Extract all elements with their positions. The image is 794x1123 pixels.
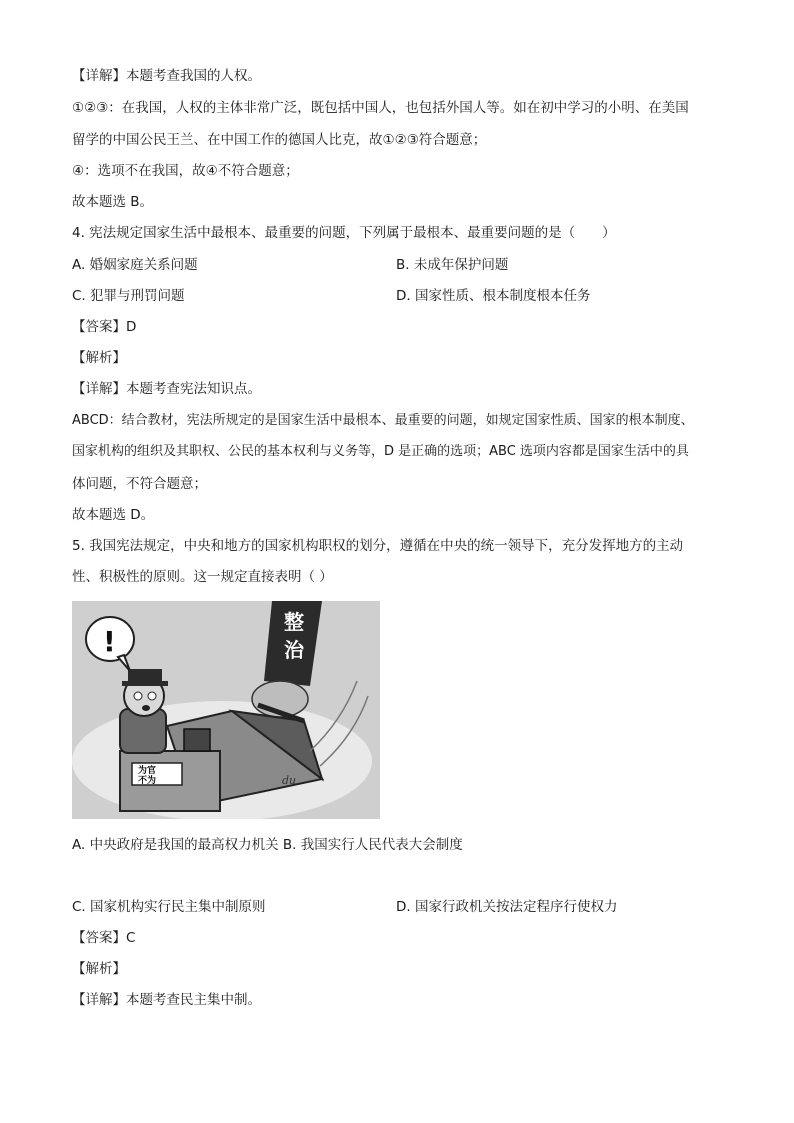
line-conclusion-3: 故本题选 B。 xyxy=(72,194,154,210)
q4-option-c: C. 犯罪与刑罚问题 xyxy=(72,288,185,304)
sign-text-2: 不为 xyxy=(138,776,157,786)
q4-analysis: 【解析】 xyxy=(72,350,126,366)
line-explain-3: ④：选项不在我国，故④不符合题意； xyxy=(72,163,299,179)
q4-option-d: D. 国家性质、根本制度根本任务 xyxy=(396,288,591,304)
sign-text-1: 为官 xyxy=(138,766,157,776)
line-explain-2: 留学的中国公民王兰、在中国工作的德国人比克，故①②③符合题意； xyxy=(72,132,487,148)
q5-stem-2: 性、积极性的原则。这一规定直接表明（ ） xyxy=(72,569,333,585)
q5-option-d: D. 国家行政机关按法定程序行使权力 xyxy=(396,899,618,915)
q4-option-b: B. 未成年保护问题 xyxy=(396,257,509,273)
q4-option-a: A. 婚姻家庭关系问题 xyxy=(72,257,198,273)
q4-explain-1: ABCD：结合教材，宪法所规定的是国家生活中最根本、最重要的问题，如规定国家性质、国家的根本制度、 xyxy=(72,413,694,428)
q5-answer: 【答案】C xyxy=(72,930,136,946)
exclaim-mark: ! xyxy=(103,625,116,658)
q5-option-ab: A. 中央政府是我国的最高权力机关 B. 我国实行人民代表大会制度 xyxy=(72,837,463,853)
q5-detail: 【详解】本题考查民主集中制。 xyxy=(72,992,261,1008)
q4-explain-3: 体问题，不符合题意； xyxy=(72,476,207,492)
q5-analysis: 【解析】 xyxy=(72,961,126,977)
cartoon-illustration xyxy=(72,601,380,819)
artist-signature: du xyxy=(282,774,297,787)
q4-detail: 【详解】本题考查宪法知识点。 xyxy=(72,381,261,397)
q5-option-c: C. 国家机构实行民主集中制原则 xyxy=(72,899,266,915)
q4-explain-2: 国家机构的组织及其职权、公民的基本权利与义务等，D 是正确的选项；ABC 选项内容都是国家生活中的具 xyxy=(72,444,689,459)
q4-stem: 4. 宪法规定国家生活中最根本、最重要的问题，下列属于最根本、最重要问题的是（ ） xyxy=(72,225,616,241)
line-detail-human-rights: 【详解】本题考查我国的人权。 xyxy=(72,68,261,84)
q5-stem-1: 5. 我国宪法规定，中央和地方的国家机构职权的划分，遵循在中央的统一领导下，充分发挥地方的主动 xyxy=(72,538,684,554)
sleeve-text-2: 治 xyxy=(284,638,304,662)
q5-cartoon xyxy=(72,601,380,819)
line-explain-1: ①②③：在我国，人权的主体非常广泛，既包括中国人，也包括外国人等。如在初中学习的小明、在美国 xyxy=(72,100,689,116)
sleeve-text-1: 整 xyxy=(284,610,304,634)
q4-conclusion: 故本题选 D。 xyxy=(72,507,155,523)
q4-answer: 【答案】D xyxy=(72,319,137,335)
